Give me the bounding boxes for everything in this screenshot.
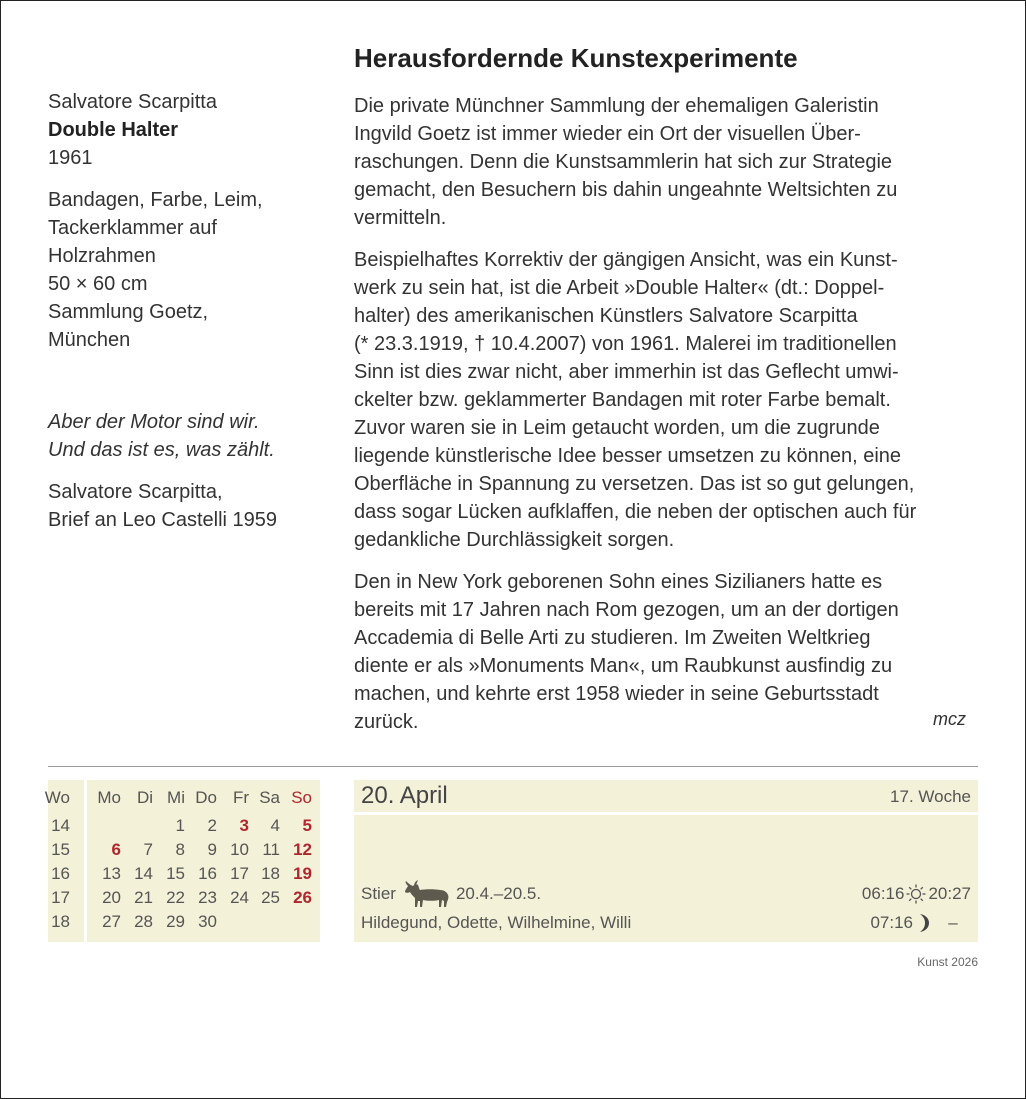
article-title: Herausfordernde Kunstexperimente [354, 43, 798, 73]
calendar-day: 19 [293, 864, 312, 883]
sun-icon [906, 884, 926, 904]
article-author: mcz [933, 709, 966, 729]
artwork-title: Double Halter [48, 119, 179, 141]
artwork-year: 1961 [48, 147, 93, 169]
artwork-dimensions: 50 × 60 cm [48, 273, 148, 295]
calendar-day: 9 [207, 840, 217, 859]
moonrise-time: 07:16 [870, 913, 913, 932]
calendar-day: 7 [143, 840, 153, 859]
artwork-material-line: Tackerklammer auf [48, 217, 217, 239]
calendar-day: 15 [166, 864, 185, 883]
calendar-day: 12 [293, 840, 312, 859]
month-calendar [44, 780, 320, 942]
calendar-day: 1 [175, 816, 185, 835]
calendar-day: 5 [302, 816, 312, 835]
quote-line: Aber der Motor sind wir. [48, 411, 260, 433]
artwork-collection: Sammlung Goetz, [48, 301, 209, 323]
calendar-day: 22 [166, 888, 185, 907]
article-paragraph: Die private Münchner Sammlung der ehemaligen Galeristin Ingvild Goetz ist immer wieder ein Ort der visuellen Über- raschungen. Denn die Kunstsammlerin hat sich zur Strategie gemacht, den Besuchern bis dahin ungeahnte Weltsichten zu vermitteln. [354, 95, 898, 229]
artwork-location: München [48, 329, 131, 351]
calendar-day: 24 [230, 888, 249, 907]
calendar-week-number: 15 [51, 840, 70, 859]
quote-source: Salvatore Scarpitta, [48, 481, 223, 503]
calendar-day: 10 [230, 840, 249, 859]
calendar-week-number: 18 [51, 912, 70, 931]
calendar-day: 18 [261, 864, 280, 883]
artist-name: Salvatore Scarpitta [48, 91, 217, 113]
calendar-day: 11 [262, 840, 280, 859]
calendar-week-number: 17 [51, 888, 70, 907]
calendar-header-wo: Wo [44, 788, 70, 807]
sun-times [862, 879, 971, 909]
artwork-material-line: Bandagen, Farbe, Leim, [48, 189, 263, 211]
calendar-header-di: Di [136, 788, 153, 807]
artwork-material-line: Holzrahmen [48, 245, 156, 267]
calendar-day: 2 [207, 816, 217, 835]
artist-quote [48, 408, 338, 534]
calendar-day: 17 [230, 864, 249, 883]
day-details [354, 815, 978, 942]
calendar-day: 6 [111, 840, 121, 859]
zodiac-date-range: 20.4.–20.5. [455, 884, 542, 903]
calendar-day: 28 [134, 912, 153, 931]
artwork-caption [48, 88, 328, 354]
day-date: 20. April [361, 782, 448, 809]
moon-icon [915, 913, 933, 933]
calendar-day: 4 [270, 816, 280, 835]
calendar-day: 20 [102, 888, 121, 907]
calendar-day: 30 [198, 912, 217, 931]
calendar-header-mi: Mi [167, 788, 185, 807]
calendar-week-number: 14 [51, 816, 70, 835]
moon-times [870, 911, 971, 935]
bull-icon [404, 880, 450, 908]
calendar-day: 26 [293, 888, 312, 907]
calendar-day: 25 [261, 888, 280, 907]
article [354, 40, 982, 750]
zodiac-sign [361, 879, 541, 909]
calendar-header-so: So [291, 788, 312, 807]
calendar-day: 29 [166, 912, 185, 931]
calendar-day: 27 [102, 912, 121, 931]
calendar-header-fr: Fr [232, 788, 249, 807]
calendar-day: 23 [198, 888, 217, 907]
divider [48, 766, 978, 767]
calendar-day: 16 [198, 864, 217, 883]
calendar-edition: Kunst 2026 [917, 955, 978, 969]
quote-line: Und das ist es, was zählt. [48, 439, 275, 461]
zodiac-name: Stier [361, 884, 396, 903]
sunrise-time: 06:16 [861, 884, 905, 903]
calendar-day: 8 [175, 840, 185, 859]
calendar-header-mo: Mo [97, 788, 121, 807]
calendar-day: 21 [134, 888, 153, 907]
calendar-day: 14 [134, 864, 153, 883]
calendar-header-do: Do [195, 788, 217, 807]
article-paragraph: Beispielhaftes Korrektiv der gängigen Ansicht, was ein Kunst- werk zu sein hat, ist die Arbeit »Double Halter« (dt.: Doppel- halter) des amerikanischen Künstlers Salvatore Scarpitta (* 23.3.1919, † 10.4.2007) von 1961. Malerei im traditionellen Sinn ist dies zwar nicht, aber immerhin ist das Geflecht umwi- ckelter bzw. geklammerter Bandagen mit roter Farbe bemalt. Zuvor waren sie in Leim getaucht worden, um die zugrunde liegende künstlerische Idee besser umsetzen zu können, eine Oberfläche in Spannung zu versetzen. Das ist so gut gelungen, dass sogar Lücken aufklaffen, die neben der optischen auch für gedankliche Durchlässigkeit sorgen. [354, 249, 917, 551]
sunset-time: 20:27 [928, 884, 971, 903]
moonset-time: – [948, 913, 958, 932]
quote-source: Brief an Leo Castelli 1959 [48, 509, 278, 531]
week-number: 17. Woche [890, 787, 971, 806]
name-days: Hildegund, Odette, Wilhelmine, Willi [361, 913, 632, 932]
calendar-day: 13 [102, 864, 121, 883]
calendar-day: 3 [239, 816, 249, 835]
calendar-week-number: 16 [51, 864, 70, 883]
calendar-header-sa: Sa [259, 788, 280, 807]
day-header [354, 780, 978, 812]
article-paragraph: Den in New York geborenen Sohn eines Sizilianers hatte es bereits mit 17 Jahren nach Rom gezogen, um an der dortigen Accademia di Belle Arti zu studieren. Im Zweiten Weltkrieg diente er als »Monuments Man«, um Raubkunst ausfindig zu machen, und kehrte erst 1958 wieder in seine Geburtsstadt zurück. [354, 571, 899, 733]
